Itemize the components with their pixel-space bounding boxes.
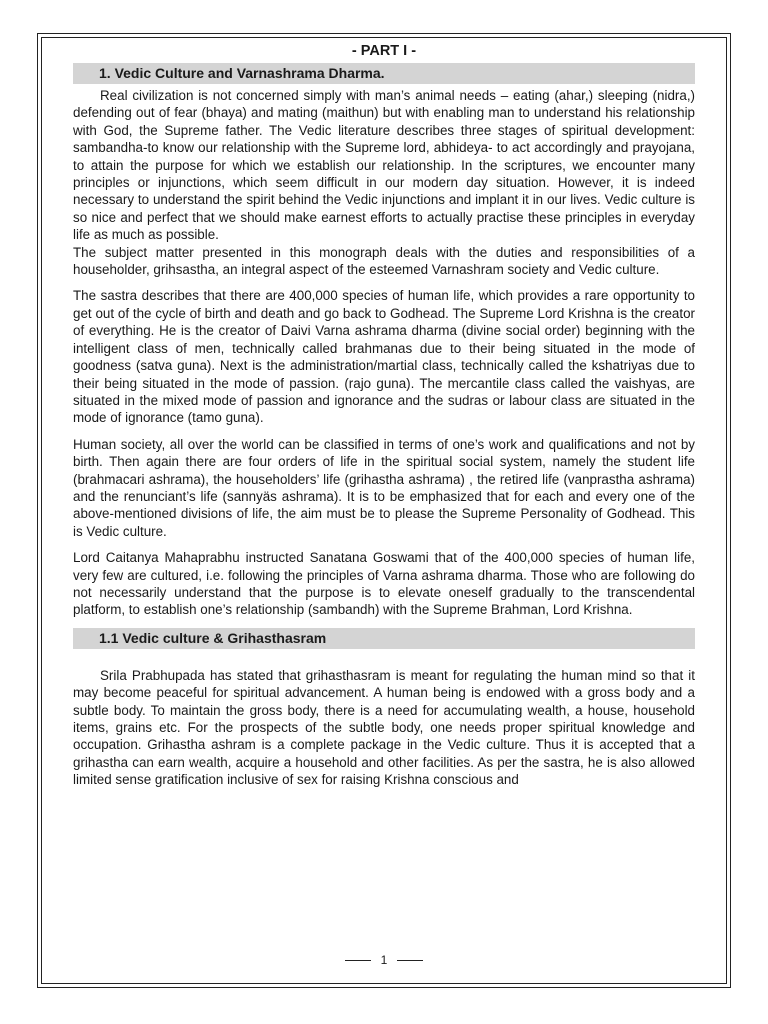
footer-rule-left	[345, 960, 371, 961]
paragraph: The subject matter presented in this monograph deals with the duties and responsibilities of a householder, grihsastha, an integral aspect of the esteemed Varnashram society and Vedic culture.	[73, 244, 695, 278]
paragraph: Real civilization is not concerned simply with man’s animal needs – eating (ahar,) sleeping (nidra,) defending out of fear (bhaya) and mating (maithun) but with enabling man to understand his relationship with God, the Supreme father. The Vedic literature describes three stages of spiritual development: sambandha-to know our relationship with the Supreme lord, abhideya- to act accordingly and prayojana, to attain the purpose for which we establish our relationship. In the scriptures, we encounter many principles or injunctions, which seem difficult in our modern day situation. However, it is indeed necessary to understand the spirit behind the Vedic injunctions and implant it in our lives. Vedic culture is so nice and perfect that we should make earnest efforts to actually practise these principles in everyday life as much as possible.	[73, 88, 695, 243]
paragraph: Human society, all over the world can be classified in terms of one’s work and qualifications and not by birth. Then again there are four orders of life in the spiritual social system, namely the student life (brahmacari ashrama), the householders’ life (grihastha ashrama) , the retired life (vanprastha ashrama) and the renunciant’s life (sannyäs ashrama). It is to be emphasized that for each and every one of the above-mentioned divisions of life, the aim must be to please the Supreme Personality of Godhead. This is Vedic culture.	[73, 436, 695, 539]
section-heading-grihasthasram: 1.1 Vedic culture & Grihasthasram	[73, 628, 695, 649]
page-number: 1	[380, 953, 388, 967]
page-content	[73, 41, 695, 789]
paragraph: The sastra describes that there are 400,000 species of human life, which provides a rare opportunity to get out of the cycle of birth and death and go back to Godhead. The Supreme Lord Krishna is the creator of everything. He is the creator of Daivi Varna ashrama dharma (divine social order) beginning with the intelligent class of men, technically called brahmanas due to their being situated in the mode of goodness (satva guna). Next is the administration/martial class, technically called the kshatriyas due to their being situated in the mode of passion. (rajo guna). The mercantile class called the vaishyas, are situated in the mixed mode of passion and ignorance and the sudras or labour class are situated in the mode of ignorance (tamo guna).	[73, 288, 695, 426]
paragraph: Lord Caitanya Mahaprabhu instructed Sanatana Goswami that of the 400,000 species of human life, very few are cultured, i.e. following the principles of Varna ashrama dharma. Those who are following do not necessarily understand that the purpose is to elevate oneself gradually to the transcendental platform, to establish one’s relationship (sambandh) with the Supreme Brahman, Lord Krishna.	[73, 550, 695, 618]
section-heading-vedic-culture: 1. Vedic Culture and Varnashrama Dharma.	[73, 63, 695, 84]
page-footer	[0, 953, 768, 967]
footer-rule-right	[397, 960, 423, 961]
paragraph: Srila Prabhupada has stated that grihasthasram is meant for regulating the human mind so that it may become peaceful for spiritual advancement. A human being is endowed with a gross body and a subtle body. To maintain the gross body, there is a need for accumulating wealth, a house, household items, grains etc. For the prospects of the subtle body, one needs proper spiritual knowledge and occupation. Grihastha ashram is a complete package in the Vedic culture. Thus it is accepted that a grihastha can earn wealth, acquire a household and other facilities. As per the sastra, he is also allowed limited sense gratification inclusive of sex for raising Krishna conscious and	[73, 667, 695, 788]
part-title: - PART I -	[351, 43, 417, 59]
